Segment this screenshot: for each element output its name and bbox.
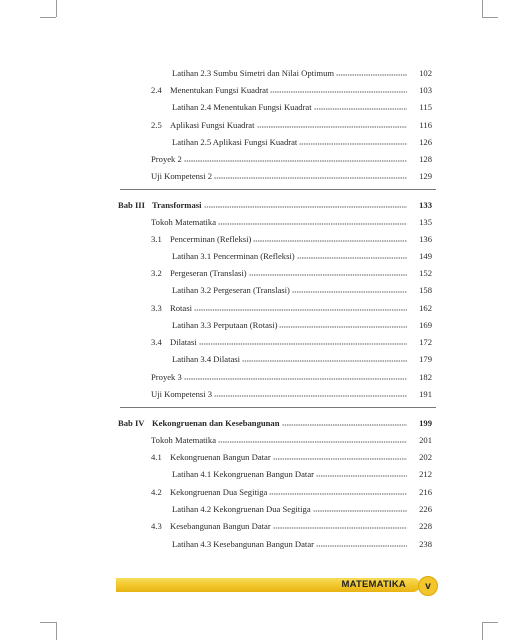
page-number: 158 xyxy=(419,285,432,295)
entry-title: Latihan 2.3 Sumbu Simetri dan Nilai Optimum xyxy=(172,68,335,78)
crop-mark xyxy=(482,0,483,17)
toc-entry xyxy=(172,316,432,330)
page-number: 115 xyxy=(419,102,432,112)
dot-leader xyxy=(194,303,407,311)
entry-title: Latihan 3.2 Pergeseran (Translasi) xyxy=(172,285,290,295)
page-number: 102 xyxy=(419,68,432,78)
page-number: 169 xyxy=(419,320,432,330)
entry-title: Dilatasi xyxy=(170,337,197,347)
page-number: 116 xyxy=(419,120,432,130)
page-number: 133 xyxy=(419,200,432,210)
page-number: 238 xyxy=(419,539,432,549)
dot-leader xyxy=(269,487,407,495)
toc-entry xyxy=(151,167,432,181)
entry-title: Rotasi xyxy=(170,303,192,313)
toc-entry xyxy=(172,133,432,147)
page-number: 179 xyxy=(419,354,432,364)
dot-leader xyxy=(314,102,407,110)
page-number: 103 xyxy=(419,85,432,95)
toc-entry xyxy=(172,535,432,549)
entry-number: 4.2 xyxy=(151,487,162,497)
entry-number: 3.2 xyxy=(151,268,162,278)
entry-number: 3.3 xyxy=(151,303,162,313)
toc-entry xyxy=(151,299,432,313)
dot-leader xyxy=(257,120,408,128)
dot-leader xyxy=(242,354,407,362)
toc-entry xyxy=(172,350,432,364)
crop-mark xyxy=(482,622,498,623)
page-number-badge: v xyxy=(418,576,438,596)
page-number: 182 xyxy=(419,372,432,382)
page-number: 199 xyxy=(419,418,432,428)
dot-leader xyxy=(299,137,407,145)
entry-title: Kekongruenan Bangun Datar xyxy=(170,452,271,462)
entry-title: Tokoh Matematika xyxy=(151,217,217,227)
crop-mark xyxy=(482,622,483,640)
dot-leader xyxy=(218,217,407,225)
entry-number: Bab IV xyxy=(118,418,145,428)
entry-title: Kekongruenan Dua Segitiga xyxy=(170,487,268,497)
entry-title: Latihan 4.3 Kesebangunan Bangun Datar xyxy=(172,539,314,549)
dot-leader xyxy=(292,285,407,293)
page-number: 172 xyxy=(419,337,432,347)
entry-title: Latihan 3.1 Pencerminan (Refleksi) xyxy=(172,251,295,261)
page-number: 191 xyxy=(419,389,432,399)
entry-title: Kekongruenan dan Kesebangunan xyxy=(152,418,280,428)
toc-entry xyxy=(151,230,432,244)
dot-leader xyxy=(313,504,407,512)
entry-title: Latihan 4.1 Kekongruenan Bangun Datar xyxy=(172,469,314,479)
entry-title: Latihan 3.4 Dilatasi xyxy=(172,354,241,364)
dot-leader xyxy=(184,154,407,162)
chapter-row xyxy=(118,196,432,210)
entry-number: 2.4 xyxy=(151,85,162,95)
toc-entry xyxy=(172,281,432,295)
toc-entry xyxy=(151,517,432,531)
toc-entry xyxy=(172,64,432,78)
entry-title: Latihan 3.3 Perputaan (Rotasi) xyxy=(172,320,278,330)
footer-bar xyxy=(116,578,420,592)
entry-title: Latihan 2.5 Aplikasi Fungsi Kuadrat xyxy=(172,137,298,147)
entry-title: Tokoh Matematika xyxy=(151,435,217,445)
page-number: 149 xyxy=(419,251,432,261)
page-number: 162 xyxy=(419,303,432,313)
toc-entry xyxy=(151,213,432,227)
page-number: 201 xyxy=(419,435,432,445)
dot-leader xyxy=(218,435,407,443)
entry-title: Proyek 2 xyxy=(151,154,182,164)
page-number: 228 xyxy=(419,521,432,531)
entry-number: 4.1 xyxy=(151,452,162,462)
page-number: 135 xyxy=(419,217,432,227)
toc-entry xyxy=(151,483,432,497)
entry-number: 2.5 xyxy=(151,120,162,130)
dot-leader xyxy=(336,68,407,76)
entry-title: Aplikasi Fungsi Kuadrat xyxy=(170,120,255,130)
dot-leader xyxy=(249,268,407,276)
chapter-divider xyxy=(120,189,436,190)
page-number: 202 xyxy=(419,452,432,462)
toc-entry xyxy=(172,500,432,514)
dot-leader xyxy=(282,418,407,426)
toc-entry xyxy=(151,81,432,95)
crop-mark xyxy=(482,17,498,18)
page-number: 126 xyxy=(419,137,432,147)
toc-entry xyxy=(172,247,432,261)
dot-leader xyxy=(273,452,407,460)
toc-entry xyxy=(151,150,432,164)
entry-title: Uji Kompetensi 3 xyxy=(151,389,213,399)
footer-subject: MATEMATIKA xyxy=(341,579,406,590)
chapter-divider xyxy=(120,407,436,408)
toc-entry xyxy=(151,333,432,347)
dot-leader xyxy=(214,171,407,179)
toc-entry xyxy=(151,116,432,130)
dot-leader xyxy=(204,200,408,208)
dot-leader xyxy=(316,539,407,547)
toc-entry xyxy=(151,431,432,445)
page-number: 212 xyxy=(419,469,432,479)
page-number: 216 xyxy=(419,487,432,497)
entry-number: Bab III xyxy=(118,200,145,210)
toc-entry xyxy=(151,368,432,382)
entry-title: Transformasi xyxy=(152,200,202,210)
entry-title: Latihan 2.4 Menentukan Fungsi Kuadrat xyxy=(172,102,312,112)
entry-number: 4.3 xyxy=(151,521,162,531)
dot-leader xyxy=(253,234,407,242)
entry-title: Pencerminan (Refleksi) xyxy=(170,234,252,244)
entry-number: 3.4 xyxy=(151,337,162,347)
toc-entry xyxy=(172,98,432,112)
toc-entry xyxy=(151,385,432,399)
entry-title: Uji Kompetensi 2 xyxy=(151,171,213,181)
entry-title: Menentukan Fungsi Kuadrat xyxy=(170,85,269,95)
page-number: 226 xyxy=(419,504,432,514)
toc-entry xyxy=(151,264,432,278)
crop-mark xyxy=(40,17,56,18)
page-number: 136 xyxy=(419,234,432,244)
entry-title: Latihan 4.2 Kekongruenan Dua Segitiga xyxy=(172,504,311,514)
dot-leader xyxy=(214,389,407,397)
entry-title: Proyek 3 xyxy=(151,372,182,382)
dot-leader xyxy=(297,251,407,259)
dot-leader xyxy=(279,320,407,328)
entry-title: Kesebangunan Bangun Datar xyxy=(170,521,271,531)
page-number: 128 xyxy=(419,154,432,164)
crop-mark xyxy=(56,622,57,640)
entry-number: 3.1 xyxy=(151,234,162,244)
toc-entry xyxy=(172,465,432,479)
chapter-row xyxy=(118,414,432,428)
toc-entry xyxy=(151,448,432,462)
crop-mark xyxy=(56,0,57,17)
dot-leader xyxy=(270,85,407,93)
entry-title: Pergeseran (Translasi) xyxy=(170,268,247,278)
dot-leader xyxy=(273,521,407,529)
page-number: 152 xyxy=(419,268,432,278)
crop-mark xyxy=(40,622,56,623)
page-number: 129 xyxy=(419,171,432,181)
dot-leader xyxy=(184,372,407,380)
dot-leader xyxy=(316,469,407,477)
dot-leader xyxy=(199,337,407,345)
